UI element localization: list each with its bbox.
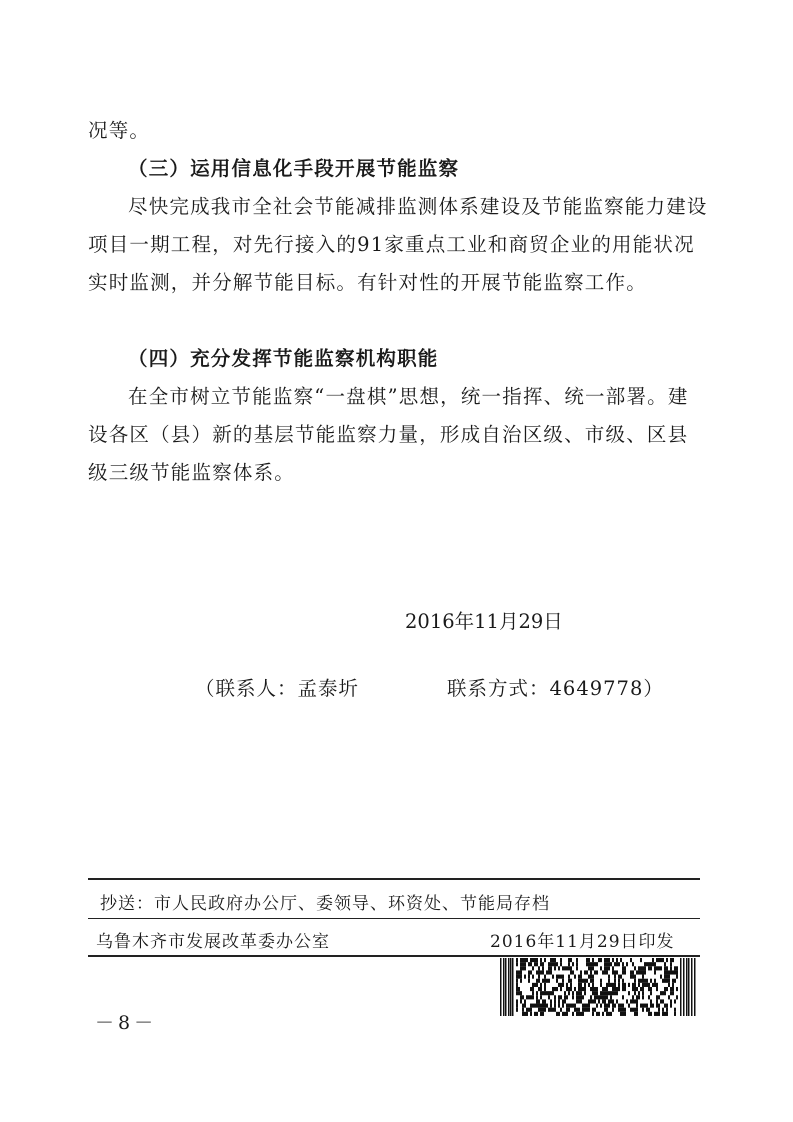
cc-list: 抄送：市人民政府办公厅、委领导、环资处、节能局存档 bbox=[100, 894, 550, 914]
section-heading-3: （三）运用信息化手段开展节能监察 bbox=[128, 157, 460, 180]
document-date: 2016年11月29日 bbox=[405, 610, 563, 633]
paragraph-section-3: 尽快完成我市全社会节能减排监测体系建设及节能监察能力建设项目一期工程，对先行接入的91家重点工业和商贸企业的用能状况实时监测，并分解节能目标。有针对性的开展节能监察工作。 bbox=[88, 195, 708, 294]
section-heading-4: （四）充分发挥节能监察机构职能 bbox=[128, 347, 439, 370]
contact-method: 联系方式：4649778） bbox=[447, 677, 664, 700]
footer-bottom-rule bbox=[88, 955, 700, 957]
contact-person: （联系人：孟泰圻 bbox=[195, 677, 360, 700]
issued-date: 2016年11月29日印发 bbox=[490, 932, 675, 952]
issuing-office: 乌鲁木齐市发展改革委办公室 bbox=[96, 932, 330, 952]
footer-top-rule bbox=[88, 878, 700, 880]
footer-middle-rule bbox=[88, 918, 700, 919]
paragraph-section-4: 在全市树立节能监察“一盘棋”思想，统一指挥、统一部署。建设各区（县）新的基层节能监察力量，形成自治区级、市级、区县级三级节能监察体系。 bbox=[88, 385, 689, 484]
contact-line bbox=[195, 673, 664, 701]
paragraph-continuation: 况等。 bbox=[88, 119, 151, 142]
barcode-icon bbox=[500, 958, 696, 1016]
page-number: －8－ bbox=[95, 1012, 158, 1034]
